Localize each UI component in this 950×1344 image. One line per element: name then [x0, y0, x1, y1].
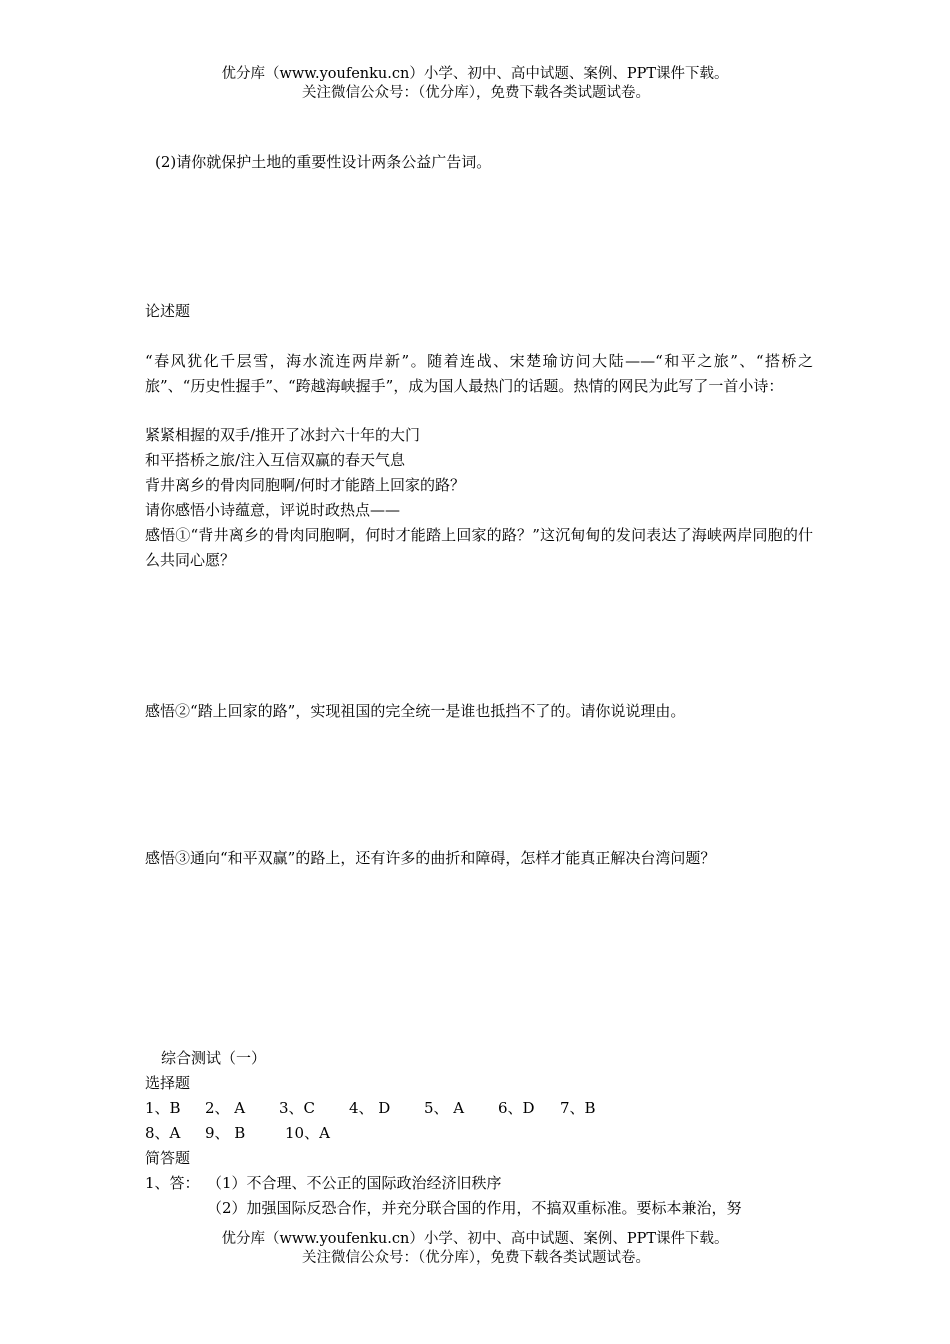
- short-answer-1-part-1: （1）不合理、不公正的国际政治经济旧秩序: [207, 1174, 502, 1192]
- choice-section-title: 选择题: [145, 1074, 191, 1092]
- short-answer-1-part-2: （2）加强国际反恐合作，并充分联合国的作用，不搞双重标准。要标本兼治，努: [207, 1199, 742, 1217]
- answer-item: 6、D: [498, 1099, 535, 1117]
- choice-answers-row-2: [145, 1121, 330, 1146]
- header-line-2: 关注微信公众号：（优分库），免费下载各类试题试卷。: [302, 85, 650, 101]
- page-header: [0, 65, 950, 103]
- question-2-text: (2)请你就保护土地的重要性设计两条公益广告词。: [155, 153, 492, 171]
- answer-item: 1、B: [145, 1099, 181, 1117]
- answer-item: 9、 B: [205, 1124, 246, 1142]
- poem-line-2: 和平搭桥之旅/注入互信双赢的春天气息: [145, 451, 406, 469]
- essay-intro: “春风犹化千层雪，海水流连两岸新”。随着连战、宋楚瑜访问大陆——“和平之旅”、“搭桥之旅”、“历史性握手”、“跨越海峡握手”，成为国人最热门的话题。热情的网民为此写了一首小诗：: [145, 352, 813, 395]
- answer-item: 4、 D: [349, 1099, 391, 1117]
- short-answer-1-label: 1、答：: [145, 1174, 200, 1192]
- answer-item: 5、 A: [424, 1099, 465, 1117]
- page-footer: [0, 1230, 950, 1268]
- choice-answers-row-1: [145, 1096, 596, 1121]
- insight-1: 感悟①“背井离乡的骨肉同胞啊，何时才能踏上回家的路？”这沉甸甸的发问表达了海峡两岸同胞的什么共同心愿？: [145, 526, 813, 569]
- footer-line-2: 关注微信公众号：（优分库），免费下载各类试题试卷。: [302, 1250, 650, 1266]
- short-answer-section-title: 简答题: [145, 1149, 191, 1167]
- answer-item: 7、B: [560, 1099, 596, 1117]
- essay-prompt: 请你感悟小诗蕴意，评说时政热点——: [145, 501, 401, 519]
- poem-line-3: 背井离乡的骨肉同胞啊/何时才能踏上回家的路？: [145, 476, 466, 494]
- header-line-1: 优分库（www.youfenku.cn）小学、初中、高中试题、案例、PPT课件下载。: [221, 66, 729, 82]
- answer-item: 8、A: [145, 1124, 181, 1142]
- footer-line-1: 优分库（www.youfenku.cn）小学、初中、高中试题、案例、PPT课件下载。: [221, 1231, 729, 1247]
- answer-item: 3、C: [279, 1099, 316, 1117]
- answer-item: 2、 A: [205, 1099, 246, 1117]
- essay-section-title: 论述题: [145, 302, 191, 320]
- insight-2: 感悟②“踏上回家的路”，实现祖国的完全统一是谁也抵挡不了的。请你说说理由。: [145, 702, 686, 720]
- poem-line-1: 紧紧相握的双手/推开了冰封六十年的大门: [145, 426, 421, 444]
- insight-3: 感悟③通向“和平双赢”的路上，还有许多的曲折和障碍，怎样才能真正解决台湾问题？: [145, 849, 716, 867]
- answers-title: 综合测试（一）: [161, 1049, 267, 1067]
- answer-item: 10、A: [285, 1124, 330, 1142]
